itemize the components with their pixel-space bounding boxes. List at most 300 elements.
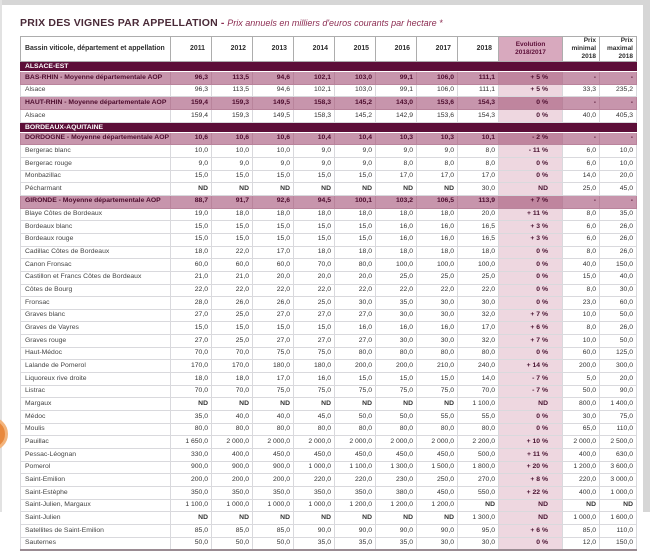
- appellation-name: Alsace: [21, 109, 171, 122]
- evolution-value: - 11 %: [499, 145, 563, 158]
- prix-minimal-value: 1 000,0: [563, 512, 600, 525]
- year-value-2015: 2 000,0: [335, 436, 376, 449]
- year-value-2018: 113,9: [458, 195, 499, 208]
- prix-minimal-value: 2 000,0: [563, 436, 600, 449]
- evolution-value: + 5 %: [499, 84, 563, 97]
- prix-minimal-value: -: [563, 195, 600, 208]
- year-value-2012: 18,0: [212, 208, 253, 221]
- appellation-name: Moulis: [21, 423, 171, 436]
- evolution-value: + 11 %: [499, 208, 563, 221]
- year-value-2014: ND: [294, 512, 335, 525]
- prix-maximal-value: 35,0: [600, 208, 637, 221]
- appellation-row: [21, 233, 637, 246]
- year-value-2018: 154,3: [458, 97, 499, 110]
- year-value-2016: 17,0: [376, 170, 417, 183]
- appellation-name: Canon Fronsac: [21, 259, 171, 272]
- prix-minimal-value: -: [563, 97, 600, 110]
- year-value-2011: 350,0: [171, 487, 212, 500]
- prix-maximal-value: 1 400,0: [600, 398, 637, 411]
- year-value-2012: 18,0: [212, 373, 253, 386]
- year-value-2011: 96,3: [171, 72, 212, 85]
- year-value-2012: 159,3: [212, 97, 253, 110]
- year-value-2014: 102,1: [294, 84, 335, 97]
- prix-minimal-value: 8,0: [563, 208, 600, 221]
- prix-maximal-value: 1 000,0: [600, 487, 637, 500]
- col-header-2016: 2016: [376, 37, 417, 62]
- year-value-2015: 100,1: [335, 195, 376, 208]
- appellation-name: Monbazillac: [21, 170, 171, 183]
- appellation-row: [21, 157, 637, 170]
- evolution-value: + 3 %: [499, 221, 563, 234]
- year-value-2015: 9,0: [335, 145, 376, 158]
- year-value-2012: 10,0: [212, 145, 253, 158]
- year-value-2015: 90,0: [335, 524, 376, 537]
- appellation-row: [21, 524, 637, 537]
- year-value-2015: 145,2: [335, 109, 376, 122]
- year-value-2017: 1 500,0: [417, 461, 458, 474]
- title-subtitle: Prix annuels en milliers d'euros courants par hectare *: [227, 18, 443, 28]
- year-value-2011: 85,0: [171, 524, 212, 537]
- appellation-name: HAUT-RHIN - Moyenne départementale AOP: [21, 97, 171, 110]
- year-value-2014: 75,0: [294, 347, 335, 360]
- prix-minimal-value: 8,0: [563, 246, 600, 259]
- year-value-2018: 1 300,0: [458, 512, 499, 525]
- year-value-2016: 9,0: [376, 145, 417, 158]
- year-value-2016: 103,2: [376, 195, 417, 208]
- year-value-2011: 159,4: [171, 109, 212, 122]
- year-value-2016: 99,1: [376, 72, 417, 85]
- appellation-name: Satellites de Saint-Emilion: [21, 524, 171, 537]
- year-value-2011: 19,0: [171, 208, 212, 221]
- year-value-2016: 30,0: [376, 309, 417, 322]
- year-value-2015: 80,0: [335, 259, 376, 272]
- prix-minimal-value: 50,0: [563, 385, 600, 398]
- department-average-row: [21, 97, 637, 110]
- year-value-2011: 35,0: [171, 411, 212, 424]
- appellation-row: [21, 436, 637, 449]
- prix-maximal-value: 30,0: [600, 284, 637, 297]
- appellation-row: [21, 474, 637, 487]
- evolution-header-line1: Evolution: [515, 41, 546, 48]
- prix-minimal-value: 40,0: [563, 259, 600, 272]
- year-value-2014: 180,0: [294, 360, 335, 373]
- appellation-name: DORDOGNE - Moyenne départementale AOP: [21, 132, 171, 145]
- year-value-2013: 15,0: [253, 170, 294, 183]
- prix-maximal-value: 26,0: [600, 322, 637, 335]
- prix-maximal-value: 50,0: [600, 309, 637, 322]
- year-value-2018: 1 100,0: [458, 398, 499, 411]
- year-value-2012: 170,0: [212, 360, 253, 373]
- year-value-2016: 22,0: [376, 284, 417, 297]
- year-value-2014: 16,0: [294, 373, 335, 386]
- appellation-row: [21, 221, 637, 234]
- year-value-2015: 20,0: [335, 271, 376, 284]
- prix-minimal-value: 8,0: [563, 322, 600, 335]
- year-value-2011: 15,0: [171, 221, 212, 234]
- appellation-row: [21, 449, 637, 462]
- year-value-2012: 22,0: [212, 284, 253, 297]
- year-value-2015: 200,0: [335, 360, 376, 373]
- year-value-2011: 18,0: [171, 246, 212, 259]
- year-value-2014: 35,0: [294, 537, 335, 550]
- year-value-2017: 25,0: [417, 271, 458, 284]
- year-value-2013: 10,6: [253, 132, 294, 145]
- year-value-2013: 40,0: [253, 411, 294, 424]
- year-value-2018: 500,0: [458, 449, 499, 462]
- col-header-prix-minimal: [563, 37, 600, 62]
- year-value-2013: 50,0: [253, 537, 294, 550]
- appellation-name: Pécharmant: [21, 183, 171, 196]
- year-value-2015: 18,0: [335, 208, 376, 221]
- evolution-value: + 5 %: [499, 72, 563, 85]
- year-value-2016: 80,0: [376, 423, 417, 436]
- year-value-2011: 28,0: [171, 297, 212, 310]
- year-value-2014: 15,0: [294, 170, 335, 183]
- appellation-row: [21, 398, 637, 411]
- year-value-2014: 2 000,0: [294, 436, 335, 449]
- year-value-2015: 10,4: [335, 132, 376, 145]
- year-value-2014: 450,0: [294, 449, 335, 462]
- year-value-2011: 22,0: [171, 284, 212, 297]
- year-value-2012: 26,0: [212, 297, 253, 310]
- year-value-2012: 900,0: [212, 461, 253, 474]
- col-header-evolution: [499, 37, 563, 62]
- year-value-2018: 550,0: [458, 487, 499, 500]
- prix-maximal-value: 110,0: [600, 524, 637, 537]
- year-value-2011: 10,6: [171, 132, 212, 145]
- evolution-value: 0 %: [499, 537, 563, 550]
- col-header-2011: 2011: [171, 37, 212, 62]
- year-value-2015: 450,0: [335, 449, 376, 462]
- year-value-2013: 2 000,0: [253, 436, 294, 449]
- appellation-name: Blaye Côtes de Bordeaux: [21, 208, 171, 221]
- year-value-2017: 80,0: [417, 347, 458, 360]
- evolution-value: + 6 %: [499, 524, 563, 537]
- appellation-name: GIRONDE - Moyenne départementale AOP: [21, 195, 171, 208]
- year-value-2013: 85,0: [253, 524, 294, 537]
- year-value-2015: 103,0: [335, 84, 376, 97]
- year-value-2014: 10,4: [294, 132, 335, 145]
- appellation-row: [21, 373, 637, 386]
- year-value-2017: 16,0: [417, 221, 458, 234]
- year-value-2017: 18,0: [417, 208, 458, 221]
- year-value-2016: 18,0: [376, 208, 417, 221]
- year-value-2018: 32,0: [458, 335, 499, 348]
- evolution-value: 0 %: [499, 170, 563, 183]
- year-value-2015: 75,0: [335, 385, 376, 398]
- year-value-2017: 17,0: [417, 170, 458, 183]
- prix-maximal-value: 150,0: [600, 537, 637, 550]
- min-header-line2: 2018: [581, 53, 596, 60]
- prix-minimal-value: 400,0: [563, 487, 600, 500]
- year-value-2012: 15,0: [212, 233, 253, 246]
- prix-minimal-value: 800,0: [563, 398, 600, 411]
- prix-maximal-value: 26,0: [600, 246, 637, 259]
- prix-maximal-value: 26,0: [600, 221, 637, 234]
- year-value-2014: 15,0: [294, 221, 335, 234]
- year-value-2012: 400,0: [212, 449, 253, 462]
- year-value-2013: 149,5: [253, 97, 294, 110]
- year-value-2018: 18,0: [458, 246, 499, 259]
- appellation-row: [21, 208, 637, 221]
- year-value-2017: 75,0: [417, 385, 458, 398]
- appellation-row: [21, 499, 637, 512]
- year-value-2013: 26,0: [253, 297, 294, 310]
- year-value-2018: 111,1: [458, 72, 499, 85]
- year-value-2017: 22,0: [417, 284, 458, 297]
- min-header-line1: Prix minimal: [571, 37, 596, 52]
- year-value-2014: ND: [294, 183, 335, 196]
- prix-maximal-value: 2 500,0: [600, 436, 637, 449]
- year-value-2013: 27,0: [253, 335, 294, 348]
- year-value-2015: ND: [335, 398, 376, 411]
- year-value-2011: 1 650,0: [171, 436, 212, 449]
- prix-maximal-value: 90,0: [600, 385, 637, 398]
- prix-maximal-value: 20,0: [600, 170, 637, 183]
- year-value-2018: 270,0: [458, 474, 499, 487]
- year-value-2014: 18,0: [294, 246, 335, 259]
- year-value-2014: 45,0: [294, 411, 335, 424]
- appellation-name: Pessac-Léognan: [21, 449, 171, 462]
- year-value-2013: 15,0: [253, 322, 294, 335]
- year-value-2016: 16,0: [376, 221, 417, 234]
- year-value-2011: 170,0: [171, 360, 212, 373]
- prix-minimal-value: 15,0: [563, 271, 600, 284]
- appellation-row: [21, 309, 637, 322]
- year-value-2016: 99,1: [376, 84, 417, 97]
- year-value-2015: 80,0: [335, 423, 376, 436]
- year-value-2017: 90,0: [417, 524, 458, 537]
- year-value-2014: ND: [294, 398, 335, 411]
- year-value-2018: 95,0: [458, 524, 499, 537]
- year-value-2018: 17,0: [458, 322, 499, 335]
- prix-maximal-value: 40,0: [600, 271, 637, 284]
- prix-minimal-value: -: [563, 72, 600, 85]
- year-value-2013: 22,0: [253, 284, 294, 297]
- year-value-2017: 100,0: [417, 259, 458, 272]
- appellation-row: [21, 360, 637, 373]
- year-value-2012: 22,0: [212, 246, 253, 259]
- appellation-row: [21, 411, 637, 424]
- evolution-value: 0 %: [499, 423, 563, 436]
- year-value-2018: 2 200,0: [458, 436, 499, 449]
- year-value-2011: 9,0: [171, 157, 212, 170]
- appellation-name: Haut-Médoc: [21, 347, 171, 360]
- year-value-2013: 27,0: [253, 309, 294, 322]
- appellation-row: [21, 537, 637, 550]
- year-value-2013: 149,5: [253, 109, 294, 122]
- prix-maximal-value: 235,2: [600, 84, 637, 97]
- year-value-2014: 1 000,0: [294, 499, 335, 512]
- year-value-2015: 350,0: [335, 487, 376, 500]
- evolution-header-line2: 2018/2017: [515, 49, 546, 56]
- year-value-2013: 15,0: [253, 221, 294, 234]
- year-value-2012: 1 000,0: [212, 499, 253, 512]
- year-value-2017: 10,3: [417, 132, 458, 145]
- year-value-2018: 8,0: [458, 157, 499, 170]
- year-value-2014: 80,0: [294, 423, 335, 436]
- year-value-2016: 15,0: [376, 373, 417, 386]
- appellation-row: [21, 322, 637, 335]
- evolution-value: + 8 %: [499, 474, 563, 487]
- evolution-value: + 3 %: [499, 233, 563, 246]
- prix-minimal-value: ND: [563, 499, 600, 512]
- year-value-2013: 17,0: [253, 246, 294, 259]
- year-value-2017: 30,0: [417, 297, 458, 310]
- window-edge-right: [643, 0, 650, 512]
- evolution-value: - 2 %: [499, 132, 563, 145]
- year-value-2011: 27,0: [171, 335, 212, 348]
- year-value-2015: 1 200,0: [335, 499, 376, 512]
- prix-maximal-value: 110,0: [600, 423, 637, 436]
- year-value-2015: 15,0: [335, 373, 376, 386]
- appellation-name: Listrac: [21, 385, 171, 398]
- year-value-2014: 9,0: [294, 145, 335, 158]
- prix-minimal-value: 40,0: [563, 109, 600, 122]
- orange-floating-button-partial[interactable]: [0, 417, 8, 451]
- year-value-2014: 102,1: [294, 72, 335, 85]
- prix-maximal-value: 1 600,0: [600, 512, 637, 525]
- appellation-row: [21, 347, 637, 360]
- appellation-row: [21, 284, 637, 297]
- year-value-2012: 15,0: [212, 170, 253, 183]
- prix-maximal-value: 10,0: [600, 157, 637, 170]
- max-header-line2: 2018: [618, 53, 633, 60]
- appellation-name: Bergerac blanc: [21, 145, 171, 158]
- prix-maximal-value: 75,0: [600, 411, 637, 424]
- year-value-2013: 94,6: [253, 72, 294, 85]
- appellation-row: [21, 84, 637, 97]
- prix-minimal-value: 200,0: [563, 360, 600, 373]
- evolution-value: + 7 %: [499, 335, 563, 348]
- prix-minimal-value: 60,0: [563, 347, 600, 360]
- year-value-2011: 21,0: [171, 271, 212, 284]
- year-value-2018: 154,3: [458, 109, 499, 122]
- prix-minimal-value: 14,0: [563, 170, 600, 183]
- year-value-2014: 25,0: [294, 297, 335, 310]
- year-value-2015: 15,0: [335, 221, 376, 234]
- year-value-2017: 153,6: [417, 109, 458, 122]
- year-value-2012: 159,3: [212, 109, 253, 122]
- evolution-value: ND: [499, 499, 563, 512]
- appellation-name: Bordeaux rouge: [21, 233, 171, 246]
- year-value-2014: 9,0: [294, 157, 335, 170]
- year-value-2011: 88,7: [171, 195, 212, 208]
- evolution-value: + 7 %: [499, 195, 563, 208]
- prix-maximal-value: 630,0: [600, 449, 637, 462]
- year-value-2018: 25,0: [458, 271, 499, 284]
- year-value-2017: 210,0: [417, 360, 458, 373]
- year-value-2011: 50,0: [171, 537, 212, 550]
- year-value-2011: 27,0: [171, 309, 212, 322]
- year-value-2017: 450,0: [417, 487, 458, 500]
- year-value-2015: ND: [335, 183, 376, 196]
- year-value-2014: 18,0: [294, 208, 335, 221]
- appellation-row: [21, 259, 637, 272]
- year-value-2012: 85,0: [212, 524, 253, 537]
- appellation-row: [21, 512, 637, 525]
- year-value-2016: 90,0: [376, 524, 417, 537]
- year-value-2016: 50,0: [376, 411, 417, 424]
- year-value-2017: 153,6: [417, 97, 458, 110]
- year-value-2015: 220,0: [335, 474, 376, 487]
- year-value-2017: ND: [417, 512, 458, 525]
- year-value-2016: 380,0: [376, 487, 417, 500]
- year-value-2013: 450,0: [253, 449, 294, 462]
- year-value-2011: 15,0: [171, 170, 212, 183]
- year-value-2017: 9,0: [417, 145, 458, 158]
- table-body: [21, 62, 637, 551]
- prix-minimal-value: 6,0: [563, 157, 600, 170]
- year-value-2017: 106,0: [417, 84, 458, 97]
- year-value-2012: 21,0: [212, 271, 253, 284]
- year-value-2014: 94,5: [294, 195, 335, 208]
- prix-maximal-value: 125,0: [600, 347, 637, 360]
- year-value-2016: 35,0: [376, 537, 417, 550]
- year-value-2018: 32,0: [458, 309, 499, 322]
- year-value-2014: 22,0: [294, 284, 335, 297]
- year-value-2015: 18,0: [335, 246, 376, 259]
- prix-minimal-value: 10,0: [563, 309, 600, 322]
- year-value-2013: 17,0: [253, 373, 294, 386]
- year-value-2015: 80,0: [335, 347, 376, 360]
- evolution-value: + 22 %: [499, 487, 563, 500]
- year-value-2015: 15,0: [335, 170, 376, 183]
- year-value-2013: 18,0: [253, 208, 294, 221]
- appellation-row: [21, 109, 637, 122]
- year-value-2013: 10,0: [253, 145, 294, 158]
- appellation-name: Saint-Julien: [21, 512, 171, 525]
- year-value-2015: 27,0: [335, 335, 376, 348]
- year-value-2014: 158,3: [294, 97, 335, 110]
- vine-prices-table: [20, 36, 637, 551]
- year-value-2011: ND: [171, 398, 212, 411]
- year-value-2017: 250,0: [417, 474, 458, 487]
- prix-minimal-value: 220,0: [563, 474, 600, 487]
- year-value-2014: 27,0: [294, 335, 335, 348]
- year-value-2016: ND: [376, 512, 417, 525]
- appellation-name: Côtes de Bourg: [21, 284, 171, 297]
- col-header-2017: 2017: [417, 37, 458, 62]
- year-value-2016: 1 300,0: [376, 461, 417, 474]
- evolution-value: 0 %: [499, 271, 563, 284]
- evolution-value: ND: [499, 183, 563, 196]
- year-value-2016: 100,0: [376, 259, 417, 272]
- year-value-2018: 8,0: [458, 145, 499, 158]
- prix-minimal-value: 5,0: [563, 373, 600, 386]
- year-value-2016: 16,0: [376, 233, 417, 246]
- evolution-value: + 10 %: [499, 436, 563, 449]
- evolution-value: 0 %: [499, 411, 563, 424]
- year-value-2017: 16,0: [417, 322, 458, 335]
- year-value-2012: 70,0: [212, 347, 253, 360]
- year-value-2015: 22,0: [335, 284, 376, 297]
- window-edge-top: [0, 0, 650, 5]
- basin-section-label: ALSACE-EST: [21, 62, 637, 72]
- year-value-2012: ND: [212, 512, 253, 525]
- prix-maximal-value: ND: [600, 499, 637, 512]
- year-value-2018: 16,5: [458, 233, 499, 246]
- year-value-2013: 350,0: [253, 487, 294, 500]
- year-value-2017: 106,0: [417, 72, 458, 85]
- year-value-2013: 9,0: [253, 157, 294, 170]
- evolution-value: 0 %: [499, 284, 563, 297]
- year-value-2018: 22,0: [458, 284, 499, 297]
- year-value-2018: 17,0: [458, 170, 499, 183]
- year-value-2011: 900,0: [171, 461, 212, 474]
- evolution-value: 0 %: [499, 157, 563, 170]
- page-title: [20, 13, 635, 31]
